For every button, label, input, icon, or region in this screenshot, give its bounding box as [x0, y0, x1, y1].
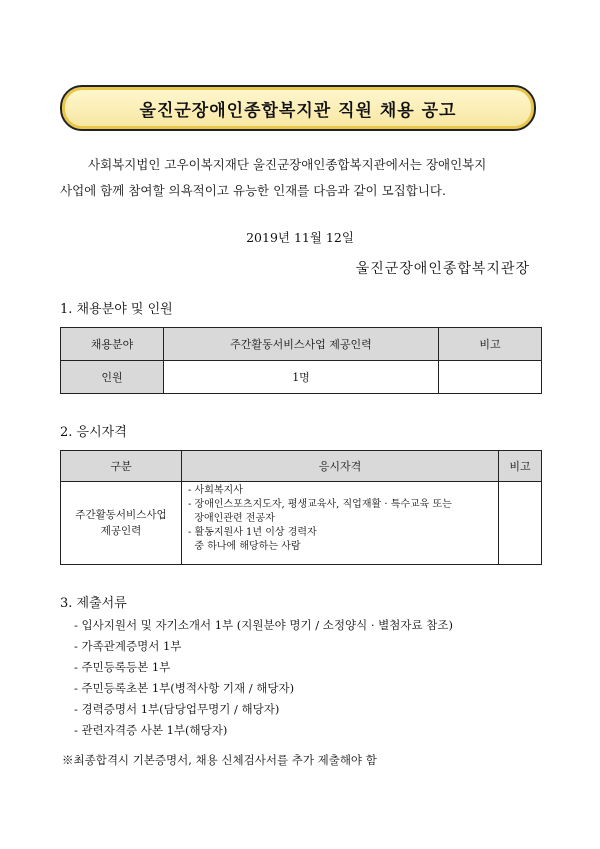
header-note: 비고 — [439, 328, 542, 361]
section-1-heading: 1. 채용분야 및 인원 — [60, 302, 173, 317]
qualification-item: - 사회복지사 — [188, 485, 243, 496]
qualification-item: - 활동지원사 1년 이상 경력자 — [188, 527, 317, 538]
intro-paragraph — [60, 152, 540, 204]
qualification-item: 장애인관련 전공자 — [188, 513, 275, 524]
recruitment-table — [60, 327, 542, 394]
title-banner — [60, 85, 536, 131]
intro-line-2: 사업에 함께 참여할 의욕적이고 유능한 인재를 다음과 같이 모집합니다. — [60, 183, 446, 198]
table-row — [61, 482, 542, 565]
list-item: - 경력증명서 1부(담당업무명기 / 해당자) — [74, 702, 280, 716]
list-item: - 가족관계증명서 1부 — [74, 639, 182, 653]
header-position: 주간활동서비스사업 제공인력 — [164, 328, 439, 361]
header-field: 채용분야 — [61, 328, 164, 361]
qualification-item: 중 하나에 해당하는 사람 — [188, 541, 301, 552]
qualification-note — [499, 482, 542, 565]
qualification-list — [182, 482, 499, 565]
notice-date: 2019년 11월 12일 — [246, 230, 354, 245]
intro-line-1: 사회복지법인 고우이복지재단 울진군장애인종합복지관에서는 장애인복지 — [88, 157, 487, 172]
section-3-heading: 3. 제출서류 — [60, 596, 127, 611]
header-qualification: 응시자격 — [182, 451, 499, 482]
qualification-table — [60, 450, 542, 565]
category-line-1: 주간활동서비스사업 — [75, 509, 167, 521]
header-note: 비고 — [499, 451, 542, 482]
headcount-note — [439, 361, 542, 394]
headcount-value: 1명 — [164, 361, 439, 394]
row-label-headcount: 인원 — [61, 361, 164, 394]
category-line-2: 제공인력 — [100, 525, 142, 537]
list-item: - 입사지원서 및 자기소개서 1부 (지원분야 명기 / 소정양식 · 별첨자료 참조) — [74, 618, 453, 632]
document-list — [74, 615, 453, 741]
category-cell — [61, 482, 182, 565]
table-row — [61, 361, 542, 394]
list-item: - 주민등록초본 1부(병적사항 기재 / 해당자) — [74, 681, 295, 695]
qualification-item: - 장애인스포츠지도자, 평생교육사, 직업재활 · 특수교육 또는 — [188, 499, 452, 510]
table-header-row — [61, 328, 542, 361]
list-item: - 주민등록등본 1부 — [74, 660, 171, 674]
issuer-name: 울진군장애인종합복지관장 — [355, 261, 530, 277]
header-category: 구분 — [61, 451, 182, 482]
section-2-heading: 2. 응시자격 — [60, 425, 127, 440]
page-title: 울진군장애인종합복지관 직원 채용 공고 — [139, 100, 457, 121]
table-header-row — [61, 451, 542, 482]
footnote: ※최종합격시 기본증명서, 채용 신체검사서를 추가 제출해야 함 — [62, 753, 377, 767]
list-item: - 관련자격증 사본 1부(해당자) — [74, 723, 228, 737]
